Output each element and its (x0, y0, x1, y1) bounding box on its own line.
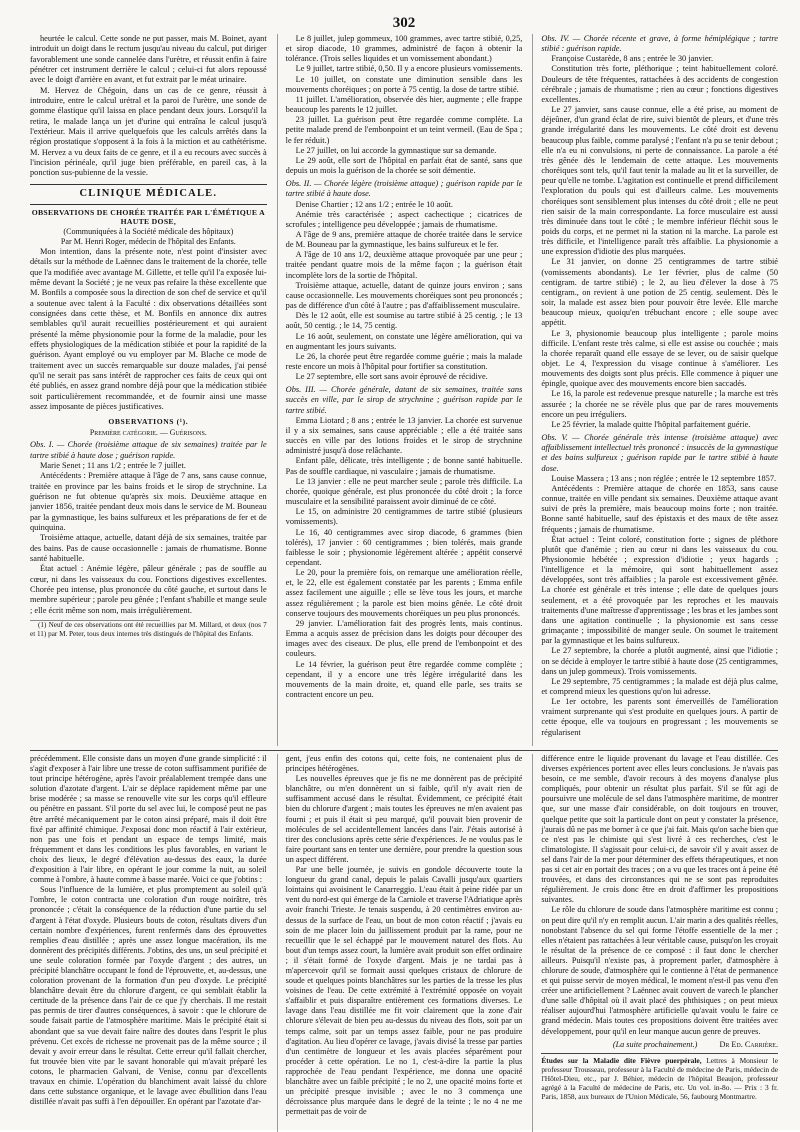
observation-title: Obs. II. — Chorée légère (troisième attaque) ; guérison rapide par le tartre stibié à haute dose. (285, 179, 523, 199)
paragraph: 11 juillet. L'amélioration, observée dès hier, augmente ; elle frappe beaucoup les parents le 12 juillet. (285, 94, 523, 115)
paragraph: Le 10 juillet, on constate une diminution sensible dans les mouvements choréiques ; on porte à 75 centig. la dose de tartre stibié. (285, 74, 523, 94)
paragraph: Denise Chartier ; 12 ans 1/2 ; entrée le 10 août. (295, 199, 453, 209)
section-divider (30, 184, 267, 185)
paragraph: Le 3, physionomie beaucoup plus intelligente ; parole moins difficile. L'enfant reste très calme, si elle est assise ou couchée ; mais la chorée reparaît quand elle essaye de se lever, ou de saisir quelque objet. Le 4, l'expression du visage continue à s'améliorer. Les mouvements des doigts sont plus précis. Elle commence à piquer une épingle, quoique avec des mouvements encore bien saccadés. (541, 328, 778, 389)
paragraph: Troisième attaque, actuelle, datant déjà de six semaines, traitée par des bains. Pas de cause occasionnelle : jamais de rhumatisme. Bonne santé habituelle. (30, 533, 267, 564)
paragraph: 29 janvier. L'amélioration fait des progrès lents, mais continus. Emma a acquis assez de précision dans les doigts pour découper des images avec des ciseaux. De plus, elle prend de l'embonpoint et des couleurs. (285, 618, 523, 659)
paragraph: Le 14 février, la guérison peut être regardée comme complète ; cependant, il y a encore une très légère irrégularité dans les mouvements de la main droite, et, quand elle parle, ses traits se contractent encore un peu. (285, 659, 523, 699)
observations-category: Première catégorie. — Guérisons. (89, 428, 207, 438)
observation-2 (286, 179, 523, 382)
section-title: CLINIQUE MÉDICALE. (79, 187, 218, 199)
paragraph: Les nouvelles épreuves que je fis ne me donnèrent pas de précipité blanchâtre, ou m'en donnèrent un si faible, qu'il n'y avait rien de suffisamment accusé dans le résultat. Évidemment, ce précipité était bien du chlorure d'argent ; mais toutes les épreuves ne m'en avaient pas fourni ; et puis il était si peu marqué, qu'il pouvait bien provenir de molécules de sel accidentellement lancées dans l'air. J'étais autorisé à tirer des conclusions après cette série d'expériences. Je ne voulus pas le faire pourtant sans en tenter une dernière, pour prendre la question sous un aspect différent. (285, 774, 523, 864)
paragraph: Le 15, on administre 20 centigrammes de tartre stibié (plusieurs vomissements). (285, 507, 523, 527)
paragraph: Le 27 septembre, la chorée a plutôt augmenté, ainsi que l'idiotie ; on se décide à employer le tartre stibié à haute dose (25 centigrammes, dans un julep gommeux). Trois vomissements. (541, 646, 778, 676)
paragraph: Mon intention, dans la présente note, n'est point d'insister avec détails sur la méthode de Laënnec dans le traitement de la chorée, telle que l'a modifiée avec avantage M. Gillette, et telle qu'il l'a exposée lui-même devant la Société ; je ne veux pas refaire la thèse excellente que M. Bonfils a composée sous la direction de son chef de service et qu'il a soutenue avec talent à la Faculté : dix observations détaillées sont consignées dans cette thèse, et M. Bonfils en annonce dix autres semblables qu'il aurait recueillies postérieurement et qui auraient présenté la même physionomie pour la forme de la maladie, pour les effets physiologiques de la médication stibiée et pour la rapidité de la guérison. Ayant employé ou vu employer par M. Blache ce mode de traitement avec un succès remarquable sur douze malades, j'ai pensé qu'il ne serait pas sans intérêt de rapprocher ces faits de ceux qui ont été publiés, en assez grand nombre déjà pour que la médication stibiée soit particulièrement recommandée, et de fournir ainsi une masse assez imposante de pièces justificatives. (30, 246, 267, 411)
paragraph: Par une belle journée, je suivis en gondole découverte toute la longueur du grand canal, depuis le palais Cavalli jusqu'aux quartiers lointains qui avoisinent le Canarreggio. L'eau était à peine ridée par un vent du nord-est qui émerge de la Carniole et traverse l'Adriatique après avoir franchi Trieste. Je tenais suspendu, à 20 centimètres environ au-dessus de la surface de l'eau, un bout de mon coton réactif ; j'avais eu soin de me placer loin du jaillissement produit par la rame, pour ne recueillir que le sel échappé par le mouvement naturel des flots. Au bout d'un temps assez court, la lumière avait produit son effet ordinaire ; il s'était formé de l'oxyde d'argent. Mais je ne tardai pas à m'apercevoir qu'il se formait aussi quelques cristaux de chlorure de soude et quelques points blanchâtres sur les parties de la tresse les plus voisines de l'eau. De cette extrémité à l'extrémité opposée on voyait s'affaiblir et puis disparaître entièrement ces formations diverses. Le lavage dans l'eau distillée me fit voir clairement que la zone d'air chlorure s'élevait de bien peu au-dessus du niveau des flots, soit par un temps calme, soit par un temps assez faible, pour ne pas produire d'agitation. Au lieu d'opérer ce lavage, j'avais divisé la tresse par parties d'un centimètre de longueur et les avais placées séparément pour procéder à cette opération. Le no 1, c'est-à-dire la partie la plus rapprochée de l'eau pendant l'expérience, me donna une opacité blanchâtre avec un faible précipité ; le no 2, une opacité moins forte et un précipité presque invisible ; avec le no 3 commença une décroissance plus marquée dans le degré de la teinte ; le no 4 ne me permettait pas de voir de (285, 865, 523, 1117)
paragraph: Antécédents : Première attaque de chorée en 1853, sans cause connue, traitée en ville pendant six semaines. Deuxième attaque avant suivi de près la première, mais beaucoup moins forte ; non traitée. Bonne santé habituelle, sauf des épistaxis et des maux de tête assez fréquents ; jamais de rhumatisme. (541, 483, 778, 534)
continuation-note: (La suite prochainement.) (612, 1039, 698, 1049)
article-title: OBSERVATIONS DE CHORÉE TRAITÉE PAR L'ÉMÉTIQUE A HAUTE DOSE, (31, 207, 265, 227)
column-2 (277, 34, 523, 746)
paragraph: Le 29 septembre, 75 centigrammes ; la malade est déjà plus calme, et comprend mieux les questions qu'on lui adresse. (541, 676, 778, 696)
paragraph: Le 9 juillet, tartre stibié, 0,50. Il y a encore plusieurs vomissements. (295, 64, 523, 74)
paragraph: 23 juillet. La guérison peut être regardée comme complète. La petite malade prend de l'embonpoint et un teint vermeil. (Eau de Spa ; le fer réduit.) (285, 115, 523, 145)
feuilleton-divider (30, 750, 778, 751)
observation-4 (541, 34, 778, 430)
paragraph: A l'âge de 9 ans, première attaque de chorée traitée dans le service de M. Bouneau par la gymnastique, les bains sulfureux et le fer. (285, 229, 523, 250)
observations-heading: OBSERVATIONS (¹). (108, 417, 189, 427)
paragraph: A l'âge de 10 ans 1/2, deuxième attaque provoquée par une peur ; traitée pendant quatre mois de la même façon ; la guérison était incomplète lors de la sortie de l'hôpital. (285, 250, 523, 280)
page-number: 302 (392, 15, 416, 31)
paragraph: Le 16, la parole est redevenue presque naturelle ; la marche est très assurée ; la chorée ne se révèle plus que par de rares mouvements encore un peu irréguliers. (541, 389, 778, 419)
signature-block (541, 1040, 778, 1049)
article-subtitle: (Communiquées à la Société médicale des hôpitaux) (63, 226, 234, 236)
paragraph: gent, j'eus enfin des cotons qui, cette fois, ne contenaient plus de principes hétérogènes. (285, 754, 523, 774)
bottom-column-2 (277, 754, 523, 1132)
top-columns (30, 34, 778, 746)
advertisement-divider (541, 1053, 778, 1054)
paragraph: Le 20, pour la première fois, on remarque une amélioration réelle, et, le 22, elle est également constatée par les parents ; Emma enfile assez facilement une aiguille ; elle se lève tous les jours, et marche assez régulièrement ; la parole est bien moins gênée. Le côté droit conserve toujours des mouvements choréiques un peu plus prononcés. (285, 568, 523, 618)
paragraph: Le 16 août, seulement, on constate une légère amélioration, qui va en augmentant les jours suivants. (285, 331, 523, 351)
paragraph: Antécédents : Première attaque à l'âge de 7 ans, sans cause connue, traitée en province par les bains froids et le sirop de strychnine. La guérison ne fut obtenue qu'après six mois. Deuxième attaque en janvier 1856, traitée pendant deux mois dans le service de M. Bouneau par la gymnastique, les bains sulfureux et les préparations de fer et de quinquina. (30, 471, 267, 533)
paragraph: Constitution très forte, pléthorique ; teint habituellement coloré. Douleurs de tête fréquentes, rattachées à des accidents de congestion cérébrale ; jamais de rhumatisme ; rien au cœur ; fonctions digestives excellentes. (541, 64, 778, 104)
paragraph: État actuel : Anémie légère, pâleur générale ; pas de souffle au cœur, ni dans les vaisseaux du cou. Fonctions digestives excellentes. Chorée peu intense, plus prononcée du côté gauche, et surtout dans le membre supérieur ; parole peu gênée ; l'enfant s'habille et mange seule ; elle écrit même son nom, mais irrégulièrement. (30, 564, 267, 615)
author-signature: Dr Ed. Carrière. (719, 1039, 778, 1049)
paragraph: Le 1er octobre, les parents sont émerveillés de l'amélioration vraiment surprenante qui s'est produite en quelques jours. A partir de cette époque, elle va toujours en progressant ; les mouvements se régularisent (541, 697, 778, 737)
observation-title: Obs. III. — Chorée générale, datant de six semaines, traitée sans succès en ville, par le sirop de strychnine ; guérison rapide par le tartre stibié. (285, 385, 523, 415)
paragraph: Sous l'influence de la lumière, et plus promptement au soleil qu'à l'ombre, le coton contracta une coloration d'un rouge noirâtre, très prononcée ; c'était la conséquence de la réduction d'une partie du sel d'argent à l'état d'oxyde. Plusieurs bouts de coton, résultats divers d'un certain nombre d'expériences, furent renfermés dans des éprouvettes remplies d'eau distillée ; après une assez longue macération, ils me donnèrent des précipités différents. J'obtins, des uns, un seul précipité et une seule coloration formée par l'oxyde d'argent ; des autres, un précipité blanchâtre occupant le fond de l'éprouvette, et, au-dessus, une coloration provenant de la formation d'un peu d'oxyde. Le précipité blanchâtre devait être du chlorure d'argent, ce qui semblait établir la certitude de la présence dans l'air de ce que j'y cherchais. Il me restait pas permis de tirer d'autres conséquences, à savoir : que le chlorure de soude faisait partie de l'atmosphère maritime. Mais le précipité était si abondant que sa vue devait faire naître des doutes dans l'esprit le plus prévenu. Cet excès de richesse ne provenait pas de la même source ; il devait y avoir erreur dans le résultat. Cette erreur qu'il fallait chercher, fut trouvée bien vite par le savant honorable qui m'avait préparé les cotons, le pharmacien Galvani, de Venise, connu par d'excellents travaux en chimie. L'opération du blanchiment avait laissé du chlore dans cette substance organique, et le lavage avec ébullition dans l'eau distillée n'avait pas suffi à l'en dépouiller. En opérant par l'azotate d'ar- (30, 885, 267, 1107)
paragraph: Le 13 janvier : elle ne peut marcher seule ; parole très difficile. La chorée, quoique générale, est plus prononcée du côté droit ; la force musculaire et la sensibilité paraissent avoir diminué de ce côté. (285, 476, 523, 507)
paragraph: Le 26, la chorée peut être regardée comme guérie ; mais la malade reste encore un mois à l'hôpital pour fortifier sa constitution. (285, 351, 523, 371)
paragraph: précédemment. Elle consiste dans un moyen d'une grande simplicité : il s'agit d'exposer à l'air libre une tresse de coton suffisamment purifiée de tout principe hétérogène, après l'avoir préalablement trempée dans une solution d'azotate d'argent. L'air se déplace rapidement même par une brise modérée ; sa masse se renouvelle vite sur les corps qu'il effleure ou pénètre en passant. S'il porte du sel avec lui, le composé peut ne pas être arrêté mécaniquement par le coton ainsi préparé, mais il doit être fixé par affinité chimique. J'exposai donc mon réactif à l'air extérieur, non pas une fois et pendant un espace de temps limité, mais fréquemment et dans les conditions les plus favorables, en variant le choix des lieux, le degré d'élévation au-dessus des eaux, la durée d'exposition à l'air libre, en opérant le jour comme la nuit, au soleil comme à l'ombre, à haute comme à basse marée. Voici ce que j'obtins : (30, 754, 267, 885)
observation-5 (541, 433, 778, 738)
paragraph: Marie Senet ; 11 ans 1/2 ; entrée le 7 juillet. (40, 461, 186, 470)
bottom-column-1 (30, 754, 267, 1132)
bottom-column-3 (532, 754, 778, 1132)
bottom-columns (30, 754, 778, 1132)
paragraph: heurtée le calcul. Cette sonde ne put passer, mais M. Boinet, ayant introduit un doigt dans le rectum jusqu'au niveau du calcul, put diriger favorablement une sonde cannelée dans l'urètre, et réussit enfin à faire pénétrer cet instrument derrière le calcul ; celui-ci fut alors repoussé avec le doigt d'arrière en avant, et fut extrait par le méat urinaire. (30, 34, 267, 85)
paragraph: Troisième attaque, actuelle, datant de quinze jours environ ; sans cause occasionnelle. Les mouvements choréiques sont peu prononcés ; pas de différence d'un côté à l'autre ; pas d'affaiblissement musculaire. (285, 280, 523, 311)
paragraph: Le 27 janvier, sans cause connue, elle a été prise, au moment de déjeûner, d'un grand éclat de rire, suivi bientôt de pleurs, et d'une très grande irrégularité dans les mouvements. Le côté droit est devenu beaucoup plus faible, comme paralysé ; l'enfant n'a pu se tenir debout ; elle n'a eu ni convulsions, ni perte de connaissance. La parole a été très gênée dès le lendemain de cette attaque. Les mouvements choréiques sont tels, qu'il faut tenir la malade au lit et la surveiller, de peur qu'elle ne tombe. L'agitation est continuelle et prend difficilement l'exploration du pouls qui est d'ailleurs calme. Les mouvements choréiques sont sensiblement plus intenses du côté droit ; elle ne peut rien saisir de la main correspondante. La force musculaire est aussi très diminuée dans tout le côté ; le membre inférieur fléchit sous le poids du corps, et ne permet ni la station ni la marche. La parole est très difficile, et l'intelligence paraît très affaiblie. La physionomie a une expression d'idiotie des plus marquées. (541, 105, 778, 257)
footnote-text: (1) Neuf de ces observations ont été recueillies par M. Millard, et deux (nos 7 et 11) par M. Peter, tous deux internes très distingués de l'hôpital des Enfants. (30, 621, 267, 639)
paragraph: Le 31 janvier, on donne 25 centigrammes de tartre stibié (vomissements abondants). Le 1er février, plus de calme (50 centigram. de tartre stibié) ; le 2, au lieu d'élever la dose à 75 centigram., on revient à une potion de 25 centig. seulement. Dès le soir, la malade est assez bien pour pouvoir être levée. Elle marche beaucoup mieux, quoiqu'en trébuchant encore ; elle soupe avec appétit. (541, 257, 778, 328)
paragraph: Le 27 juillet, on lui accorde la gymnastique sur sa demande. (295, 145, 497, 155)
paragraph: Le rôle du chlorure de soude dans l'atmosphère maritime est connu ; on peut dire qu'il n'y en remplit aucun. L'air marin a des qualités réelles, nonobstant l'absence du sel qui forme l'étoffe essentielle de la mer ; elles n'étaient pas rattachées à leur véritable cause, puisqu'on les croyait le résultat de la présence de ce composé : il faut donc le chercher ailleurs. Puisqu'il n'existe pas, à proprement parler, d'atmosphère à chlorure de soude, d'atmosphère qui le contienne à l'état de permanence et qui puisse servir de moyen médical, le moment n'est-il pas venu d'en créer une artificiellement ? Laënnec avait couvert de varech le plancher d'une salle d'hôpital où il avait placé des phthisiques ; on peut mieux réaliser aujourd'hui l'atmosphère artificielle qu'avait voulu le faire ce grand médecin. Mais toutes ces propositions doivent être traitées avec développement, pour qu'il en leur manque aucun genre de preuves. (541, 905, 778, 1036)
paragraph: Le 16, 40 centigrammes avec sirop diacode, 6 grammes (bien tolérés), 17 janvier : 60 centigrammes ; bien tolérés, mais grande faiblesse le soir ; physionomie légèrement altérée ; appétit conservé cependant. (285, 527, 523, 567)
observation-title: Obs. I. — Chorée (troisième attaque de six semaines) traitée par le tartre stibié à haute dose ; guérison rapide. (30, 440, 267, 460)
paragraph: Le 29 août, elle sort de l'hôpital en parfait état de santé, sans que depuis un mois la guérison de la chorée se soit démentie. (285, 155, 523, 176)
paragraph: Le 25 février, la malade quitte l'hôpital parfaitement guérie. (551, 419, 751, 429)
observation-title: Obs. V. — Chorée générale très intense (troisième attaque) avec affaiblissement intellectuel très prononcé : insuccès de la gymnastique et des bains sulfureux ; guérison rapide par le tartre stibié à haute dose. (541, 433, 778, 473)
paragraph: Louise Massera ; 13 ans ; non réglée ; entrée le 12 septembre 1857. (551, 473, 777, 483)
advertisement-text: Lettres à Monsieur le professeur Trousseau, professeur à la Faculté de médecine de Paris, médecin de l'Hôtel-Dieu, etc., par J. Béhier, médecin de l'hôpital Beaujon, professeur agrégé à la Faculté de médecine de Paris, etc. Un vol. in-8o. — Prix : 3 fr. Paris, 1858, aux bureaux de l'Union Médicale, 56, faubourg Montmartre. (541, 1055, 778, 1101)
column-1 (30, 34, 267, 746)
paragraph: différence entre le liquide provenant du lavage et l'eau distillée. Ces diverses expériences portent avec elles leurs conclusions. Je n'avais pas besoin, ce me semble, d'avoir recours à des moyens d'analyse plus compliqués, pour obtenir un résultat plus parfait. S'il se fût agi de poursuivre une molécule de sel dans l'atmosphère maritime, de montrer que, sur une masse d'air considérable, on doit toujours en trouver, quelque petite que soit la particule dont on peut y constater la présence, j'aurais dû ne pas me borner à ce que j'ai fait. Mais qu'on sache bien que ce n'est pas le chimiste qui s'est livré à ces recherches, c'est le climatologiste. Il s'agissait pour celui-ci, de savoir s'il y avait assez de sel dans l'air de la mer pour déterminer des effets thérapeutiques, et non pas si cet air en portait des traces ; on a vu que les traces ont à peine été trouvées, et dans des circonstances qui ne se sont pas reproduites régulièrement. Je crois donc être en droit d'affirmer les propositions suivantes. (541, 754, 778, 905)
section-divider (30, 204, 267, 205)
paragraph: Dès le 12 août, elle est soumise au tartre stibié à 25 centig. ; le 13 août, 50 centig. ; le 14, 75 centig. (285, 311, 523, 331)
footnote (30, 621, 267, 639)
observation-1 (30, 440, 267, 616)
paragraph: Le 27 septembre, elle sort sans avoir éprouvé de récidive. (295, 372, 488, 382)
observation-3 (286, 385, 523, 700)
paragraph: Enfant pâle, délicate, très intelligente ; de bonne santé habituelle. Pas de souffle cardiaque, ni vasculaire ; jamais de rhumatisme. (285, 456, 523, 476)
paragraph: Françoise Custarède, 8 ans ; entrée le 30 janvier. (551, 54, 714, 64)
article-byline: Par M. Henri Roger, médecin de l'hôpital des Enfants. (60, 236, 236, 246)
book-advertisement (541, 1056, 778, 1101)
paragraph: État actuel : Teint coloré, constitution forte ; signes de pléthore plutôt que d'anémie ; rien au cœur ni dans les vaisseaux du cou. Physionomie hébétée ; expression d'idiotie ; yeux hagards ; l'intelligence et la mémoire, qui sont habituellement assez développées, sont très affaiblies ; la parole est excessivement gênée. La chorée est générale et très intense ; elle date de quelques jours seulement, et a été provoquée par les reproches et les mauvais traitements d'une maîtresse d'apprentissage ; les bras et les jambes sont dans une agitation continuelle ; la physionomie est sans cesse grimaçante ; impossibilité de manger seule. On soumet le traitement par la gymnastique et les bains sulfureux. (541, 534, 778, 646)
paragraph: Anémie très caractérisée ; aspect cachectique ; cicatrices de scrofules ; intelligence peu développée ; jamais de rhumatisme. (285, 209, 523, 229)
column-3 (532, 34, 778, 746)
paragraph: M. Hervez de Chégoin, dans un cas de ce genre, réussit à introduire, entre le calcul urétral et la paroi de l'urètre, une sonde de gomme élastique qu'il laissa en place pendant deux jours. Lorsqu'il la retira, le malade lança un jet d'urine qui entraîna le calcul jusqu'à l'extérieur. Mais il arrive quelquefois que les calculs arrêtés dans la région prostatique s'opposent à la fois à la miction et au cathétérisme. M. Hervez a vu deux faits de ce genre, et il a eu recours avec succès à l'incision périnéale, qu'il juge bien préférable, en pareil cas, à la ponction sus-pubienne de la vessie. (30, 85, 267, 178)
paragraph: Emma Liotard ; 8 ans ; entrée le 13 janvier. La chorée est survenue il y a six semaines, sans cause appréciable ; elle a été traitée sans succès en ville par des lotions froides et le sirop de strychnine administré jusqu'à dose relâchante. (285, 415, 523, 456)
advertisement-title: Études sur la Maladie dite Fièvre puerpérale, (541, 1055, 702, 1065)
paragraph: Le 8 juillet, julep gommeux, 100 grammes, avec tartre stibié, 0,25, et sirop diacode, 10 grammes, administré de façon à obtenir la tolérance. (Trois selles liquides et un vomissement abondant.) (285, 34, 523, 64)
observation-title: Obs. IV. — Chorée récente et grave, à forme hémiplégique ; tartre stibié : guérison rapide. (541, 34, 778, 54)
